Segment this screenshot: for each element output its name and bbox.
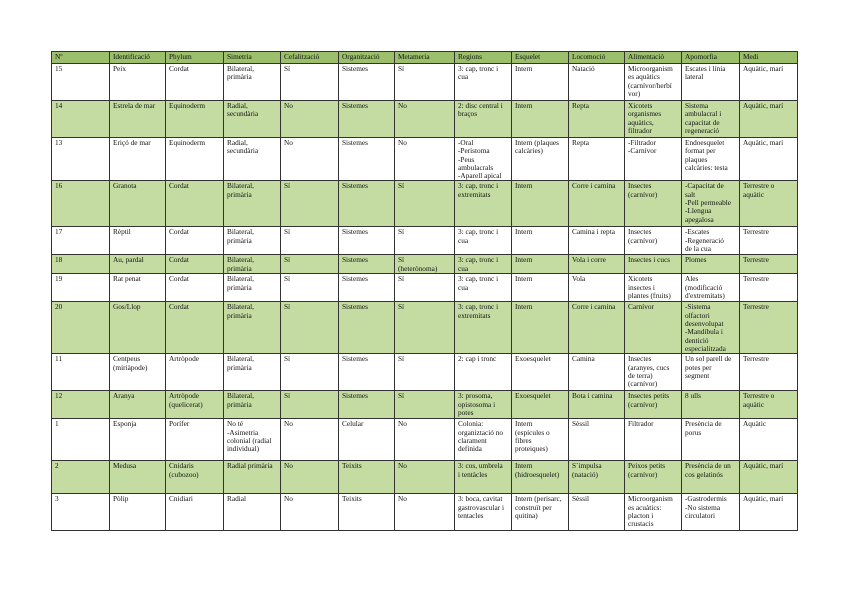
table-cell: Intern (plaques calcàries) (512, 138, 569, 181)
table-cell: Intern (512, 101, 569, 138)
table-cell: Vola i corre (569, 255, 625, 274)
table-cell: Sí (395, 227, 455, 255)
table-cell: No (281, 101, 339, 138)
column-header: Identificació (110, 52, 166, 64)
table-cell: Sí (281, 255, 339, 274)
table-row (52, 181, 798, 227)
table-cell: Corre i camina (569, 302, 625, 354)
table-cell: Terrestre (740, 255, 798, 274)
table-cell: Terrestre (740, 302, 798, 354)
table-cell: Insectes petits (carnívor) (625, 391, 682, 419)
table-cell: Radial, secundària (224, 101, 281, 138)
table-row (52, 227, 798, 255)
table-cell: Escates i línia lateral (682, 64, 740, 101)
table-row (52, 138, 798, 181)
table-cell: Estrela de mar (110, 101, 166, 138)
table-cell: 2: disc central i braços (455, 101, 512, 138)
table-cell: Aquàtic, marí (740, 64, 798, 101)
table-cell: Sí (395, 302, 455, 354)
table-cell: Peix (110, 64, 166, 101)
table-cell: Presència de porus (682, 419, 740, 461)
table-cell: Sistemes (339, 391, 395, 419)
column-header: Alimentació (625, 52, 682, 64)
table-cell: No té -Asimetria colonial (radial individual) (224, 419, 281, 461)
table-cell: Aquàtic, marí (740, 138, 798, 181)
table-cell: Microorganism es acuàtics: placton i crustacis (625, 494, 682, 531)
table-cell: Cordat (166, 64, 224, 101)
table-cell: 15 (52, 64, 110, 101)
table-row (52, 419, 798, 461)
table-cell: Rèptil (110, 227, 166, 255)
table-cell: -Escates -Regeneració de la cua (682, 227, 740, 255)
table-cell: Sí (281, 391, 339, 419)
table-cell: Centpeus (miriàpode) (110, 354, 166, 391)
table-cell: 19 (52, 274, 110, 302)
table-cell: Carnívor (625, 302, 682, 354)
table-row (52, 494, 798, 531)
table-cell: Aranya (110, 391, 166, 419)
table-cell: Radial primària (224, 461, 281, 494)
table-cell: Sí (281, 227, 339, 255)
table-cell: Eriçó de mar (110, 138, 166, 181)
table-cell: Sí (heterònoma) (395, 255, 455, 274)
table-cell: 11 (52, 354, 110, 391)
table-cell: Microorganism es aquàtics (carnívor/herbí vor) (625, 64, 682, 101)
table-cell: S´impulsa (natació) (569, 461, 625, 494)
table-cell: Radial (224, 494, 281, 531)
table-cell: Insectes i cucs (625, 255, 682, 274)
table-cell: No (281, 461, 339, 494)
table-cell: Insectes (carnívor) (625, 181, 682, 227)
table-cell: Celular (339, 419, 395, 461)
column-header: Nº (52, 52, 110, 64)
table-row (52, 302, 798, 354)
table-row (52, 64, 798, 101)
table-cell: Intern (512, 181, 569, 227)
table-cell: Sistemes (339, 138, 395, 181)
table-cell: Intern (espícules o fibres proteiques) (512, 419, 569, 461)
table-cell: Sí (281, 64, 339, 101)
table-cell: Aquàtic, marí (740, 101, 798, 138)
table-header (52, 52, 798, 64)
table-cell: Plomes (682, 255, 740, 274)
table-cell: 8 ulls (682, 391, 740, 419)
column-header: Simetria (224, 52, 281, 64)
table-cell: 3: cap, tronc i cua (455, 274, 512, 302)
table-cell: No (395, 494, 455, 531)
table-cell: Intern (512, 227, 569, 255)
table-cell: Exoesquelet (512, 391, 569, 419)
table-cell: Bilateral, primària (224, 354, 281, 391)
table-cell: No (395, 101, 455, 138)
table-cell: Granota (110, 181, 166, 227)
table-cell: Porífer (166, 419, 224, 461)
table-cell: Cordat (166, 255, 224, 274)
table-cell: Endoesquelet format per plaques calcàries: testa (682, 138, 740, 181)
table-cell: 3: cos, umbrela i tentàcles (455, 461, 512, 494)
table-cell: 1 (52, 419, 110, 461)
table-cell: Sistemes (339, 101, 395, 138)
table-cell: Sistemes (339, 181, 395, 227)
table-cell: Bilateral, primària (224, 64, 281, 101)
table-cell: Bilateral, primària (224, 302, 281, 354)
table-cell: Corre i camina (569, 181, 625, 227)
table-row (52, 255, 798, 274)
table-cell: 3: cap, tronc i cua (455, 255, 512, 274)
table-cell: Artròpode (166, 354, 224, 391)
table-cell: -Filtrador -Carnívor (625, 138, 682, 181)
table-cell: Rat penat (110, 274, 166, 302)
table-cell: Sí (395, 64, 455, 101)
table-cell: Bilateral, primària (224, 227, 281, 255)
table-cell: Camina i repta (569, 227, 625, 255)
table-cell: 16 (52, 181, 110, 227)
table-cell: 13 (52, 138, 110, 181)
table-cell: Sí (281, 274, 339, 302)
column-header: Organització (339, 52, 395, 64)
table-cell: 3: cap, tronc i cua (455, 64, 512, 101)
table-cell: Intern (512, 302, 569, 354)
table-row (52, 461, 798, 494)
table-cell: Natació (569, 64, 625, 101)
table-row (52, 274, 798, 302)
table-cell: Au, pardal (110, 255, 166, 274)
table-cell: Sistema ambulacral i capacitat de regeneració (682, 101, 740, 138)
table-cell: Repta (569, 138, 625, 181)
column-header: Metameria (395, 52, 455, 64)
table-cell: Peixos petits (carnívor) (625, 461, 682, 494)
table-cell: Equinoderm (166, 138, 224, 181)
table-cell: Bilateral, primària (224, 274, 281, 302)
table-cell: Intern (512, 274, 569, 302)
table-cell: Terrestre o aquàtic (740, 181, 798, 227)
table-row (52, 391, 798, 419)
table-cell: No (281, 494, 339, 531)
table-cell: Sí (281, 354, 339, 391)
table-cell: Ales (modificació d'extremitats) (682, 274, 740, 302)
table-cell: Sistemes (339, 64, 395, 101)
table-cell: Sistemes (339, 255, 395, 274)
table-body (52, 64, 798, 531)
table-cell: Sistemes (339, 274, 395, 302)
table-cell: Intern (512, 255, 569, 274)
table-cell: 2: cap i tronc (455, 354, 512, 391)
table-cell: Intern (hidroesquelet) (512, 461, 569, 494)
table-cell: Camina (569, 354, 625, 391)
table-cell: Bilateral, primària (224, 255, 281, 274)
table-cell: Cordat (166, 302, 224, 354)
table-cell: Sí (395, 354, 455, 391)
table-cell: Presència de un cos gelatinós (682, 461, 740, 494)
table-cell: 20 (52, 302, 110, 354)
table-cell: Terrestre (740, 227, 798, 255)
table-cell: 3 (52, 494, 110, 531)
table-cell: Cnidaris (cubozoo) (166, 461, 224, 494)
column-header: Phylum (166, 52, 224, 64)
table-cell: 3: boca, cavitat gastrovascular i tentacles (455, 494, 512, 531)
column-header: Locomoció (569, 52, 625, 64)
table-cell: Sistemes (339, 227, 395, 255)
column-header: Apomorfia (682, 52, 740, 64)
table-cell: Aquàtic, marí (740, 461, 798, 494)
table-cell: 17 (52, 227, 110, 255)
table-cell: Terrestre o aquàtic (740, 391, 798, 419)
table-cell: Sí (281, 181, 339, 227)
table-cell: Sèssil (569, 494, 625, 531)
table-cell: Colonia: organiztació no clarament definida (455, 419, 512, 461)
table-cell: 12 (52, 391, 110, 419)
table-cell: Esponja (110, 419, 166, 461)
table-cell: Medusa (110, 461, 166, 494)
table-cell: 3: prosoma, opistosoma i potes (455, 391, 512, 419)
table-cell: Sí (395, 391, 455, 419)
table-cell: Bilateral, primària (224, 181, 281, 227)
column-header: Esquelet (512, 52, 569, 64)
table-cell: Xicotets organismes aquàtics, filtrador (625, 101, 682, 138)
table-cell: Sí (395, 181, 455, 227)
table-cell: 3: cap, tronc i extremitats (455, 181, 512, 227)
table-cell: Un sol parell de potes per segment (682, 354, 740, 391)
table-cell: 18 (52, 255, 110, 274)
table-cell: Exoesquelet (512, 354, 569, 391)
table-cell: Insectes (carnívor) (625, 227, 682, 255)
table-cell: Filtrador (625, 419, 682, 461)
table-cell: Artròpode (quelicerat) (166, 391, 224, 419)
classification-table (51, 51, 798, 531)
table-cell: Sistemes (339, 302, 395, 354)
table-cell: Intern (512, 64, 569, 101)
column-header: Medi (740, 52, 798, 64)
table-cell: Bota i camina (569, 391, 625, 419)
table-cell: Radial, secundària (224, 138, 281, 181)
table-cell: Xicotets insectes i plantes (fruits) (625, 274, 682, 302)
table-cell: Aquàtic, marí (740, 494, 798, 531)
table-cell: Insectes (aranyes, cucs de terra) (carnívor) (625, 354, 682, 391)
table-cell: Vola (569, 274, 625, 302)
table-cell: No (395, 461, 455, 494)
table-cell: Terrestre (740, 274, 798, 302)
table-cell: Cordat (166, 227, 224, 255)
table-cell: 3: cap, tronc i extremitats (455, 302, 512, 354)
table-cell: -Sistema olfactori desenvolupat -Mandíbula i dentició especialitzada (682, 302, 740, 354)
table-row (52, 101, 798, 138)
table-cell: Cordat (166, 181, 224, 227)
table-cell: Sí (281, 302, 339, 354)
table-cell: Aquàtic (740, 419, 798, 461)
table-cell: Cnidiari (166, 494, 224, 531)
table-cell: No (281, 419, 339, 461)
table-cell: 2 (52, 461, 110, 494)
table-cell: Equinoderm (166, 101, 224, 138)
table-cell: No (281, 138, 339, 181)
table-cell: Gos/Llop (110, 302, 166, 354)
table-cell: Sí (395, 274, 455, 302)
table-cell: Pòlip (110, 494, 166, 531)
table-cell: -Capacitat de salt -Pell permeable -Llengua apegalosa (682, 181, 740, 227)
table-cell: -Gastrodermis -No sistema circulatori (682, 494, 740, 531)
table-cell: Cordat (166, 274, 224, 302)
table-row (52, 354, 798, 391)
table-cell: Terrestre (740, 354, 798, 391)
table-cell: Teixits (339, 494, 395, 531)
table-cell: -Oral -Peristoma -Peus ambulacrals -Aparell apical (455, 138, 512, 181)
table-cell: 14 (52, 101, 110, 138)
table-cell: Sistemes (339, 354, 395, 391)
table-cell: Teixits (339, 461, 395, 494)
table-cell: 3: cap, tronc i cua (455, 227, 512, 255)
column-header: Cefalització (281, 52, 339, 64)
table-cell: No (395, 419, 455, 461)
table-cell: Intern (perisarc, construït per quitina) (512, 494, 569, 531)
table-cell: Bilateral, primària (224, 391, 281, 419)
table-cell: No (395, 138, 455, 181)
column-header: Regions (455, 52, 512, 64)
table-cell: Repta (569, 101, 625, 138)
table-cell: Sèssil (569, 419, 625, 461)
